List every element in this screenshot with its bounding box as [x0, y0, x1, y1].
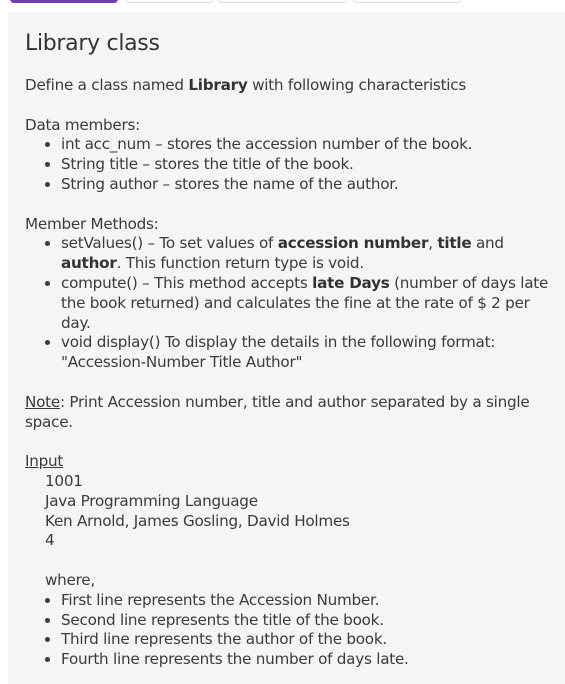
tab-3[interactable] — [218, 0, 348, 3]
compute-pre: compute() – This method accepts — [61, 273, 313, 292]
problem-description — [25, 76, 555, 670]
setvalues-bold-3: author — [61, 254, 117, 273]
list-item — [61, 234, 555, 274]
intro-pre: Define a class named — [25, 76, 189, 94]
input-line: Java Programming Language — [45, 491, 258, 510]
note-text — [25, 393, 555, 433]
list-item — [61, 274, 555, 333]
problem-panel — [8, 12, 565, 684]
list-item: • First line represents the Accession Number. — [61, 591, 555, 611]
compute-post: (number of days late the book returned) and calculates the fine at the rate of $ 2 per day. — [61, 273, 549, 332]
member-methods-heading: Member Methods: — [25, 214, 159, 233]
setvalues-post: . This function return type is void. — [116, 254, 364, 273]
input-line: 1001 — [45, 471, 83, 490]
display-line-1: void display() To display the details in the following format: — [61, 333, 496, 352]
input-line: 4 — [45, 531, 55, 550]
input-sample — [25, 472, 555, 591]
setvalues-pre: setValues() – To set values of — [61, 234, 278, 253]
setvalues-sep: , — [428, 234, 438, 253]
intro-class-name: Library — [188, 76, 248, 94]
setvalues-and: and — [471, 234, 504, 253]
note-label: Note — [25, 392, 60, 411]
input-label: Input — [25, 452, 64, 471]
tab-strip — [0, 0, 565, 4]
member-methods-list — [25, 234, 555, 373]
list-item — [61, 333, 555, 373]
setvalues-bold-2: title — [437, 234, 472, 253]
tab-4[interactable] — [353, 0, 461, 3]
display-line-2: "Accession-Number Title Author" — [61, 353, 303, 372]
input-label-line — [25, 452, 555, 472]
list-item: • int acc_num – stores the accession number of the book. — [61, 135, 555, 155]
note-body: : Print Accession number, title and author separated by a single space. — [25, 392, 530, 431]
intro-text — [25, 76, 555, 96]
list-item: • String title – stores the title of the book. — [61, 155, 555, 175]
setvalues-bold-1: accession number — [277, 234, 429, 253]
list-item: • String author – stores the name of the author. — [61, 175, 555, 195]
where-text: where, — [45, 570, 95, 589]
input-explanation-list — [25, 591, 555, 670]
input-line: Ken Arnold, James Gosling, David Holmes — [45, 511, 350, 530]
list-item: • Fourth line represents the number of days late. — [61, 650, 555, 670]
page-title: Library class — [25, 31, 160, 56]
data-members-heading: Data members: — [25, 115, 141, 134]
intro-post: with following characteristics — [247, 76, 467, 94]
data-members-list — [25, 135, 555, 194]
list-item: • Second line represents the title of the book. — [61, 611, 555, 631]
list-item: • Third line represents the author of the book. — [61, 630, 555, 650]
compute-bold: late Days — [312, 273, 390, 292]
tab-2[interactable] — [125, 0, 213, 3]
tab-active[interactable] — [10, 0, 118, 3]
